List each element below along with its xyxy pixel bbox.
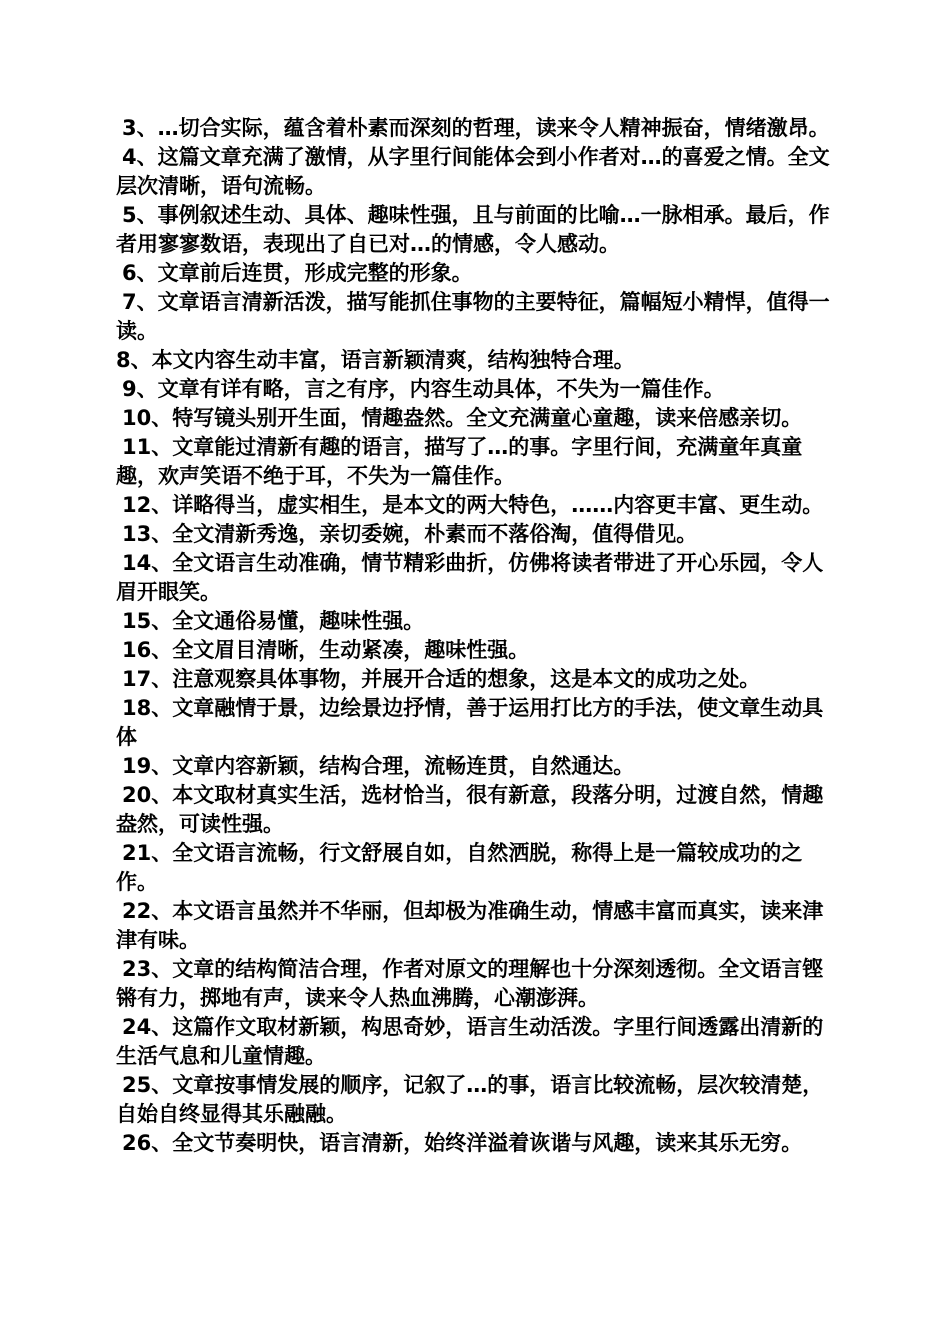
- paragraph-22: 22、本文语言虽然并不华丽，但却极为准确生动，情感丰富而真实，读来津津有味。: [116, 899, 824, 952]
- document-page: [116, 114, 836, 1158]
- paragraph-9: 9、文章有详有略，言之有序，内容生动具体，不失为一篇佳作。: [122, 377, 725, 401]
- paragraph-6: 6、文章前后连贯，形成完整的形象。: [122, 261, 473, 285]
- paragraph-3: 3、…切合实际，蕴含着朴素而深刻的哲理，读来令人精神振奋，情绪激昂。: [122, 116, 830, 140]
- paragraph-18: 18、文章融情于景，边绘景边抒情，善于运用打比方的手法，使文章生动具体: [116, 696, 824, 749]
- paragraph-14: 14、全文语言生动准确，情节精彩曲折，仿佛将读者带进了开心乐园，令人眉开眼笑。: [116, 551, 824, 604]
- paragraph-13: 13、全文清新秀逸，亲切委婉，朴素而不落俗淘，值得借见。: [122, 522, 698, 546]
- paragraph-23: 23、文章的结构简洁合理，作者对原文的理解也十分深刻透彻。全文语言铿锵有力，掷地有声，读来令人热血沸腾，心潮澎湃。: [116, 957, 824, 1010]
- paragraph-26: 26、全文节奏明快，语言清新，始终洋溢着诙谐与风趣，读来其乐无穷。: [122, 1131, 803, 1155]
- paragraph-8: 8、本文内容生动丰富，语言新颖清爽，结构独特合理。: [116, 348, 635, 372]
- paragraph-11: 11、文章能过清新有趣的语言，描写了…的事。字里行间，充满童年真童趣，欢声笑语不绝于耳，不失为一篇佳作。: [116, 435, 803, 488]
- paragraph-20: 20、本文取材真实生活，选材恰当，很有新意，段落分明，过渡自然，情趣盎然，可读性强。: [116, 783, 824, 836]
- paragraph-10: 10、特写镜头别开生面，情趣盎然。全文充满童心童趣，读来倍感亲切。: [122, 406, 803, 430]
- paragraph-16: 16、全文眉目清晰，生动紧凑，趣味性强。: [122, 638, 530, 662]
- paragraph-7: 7、文章语言清新活泼，描写能抓住事物的主要特征，篇幅短小精悍，值得一读。: [116, 290, 830, 343]
- paragraph-5: 5、事例叙述生动、具体、趣味性强，且与前面的比喻…一脉相承。最后，作者用寥寥数语，表现出了自已对…的情感，令人感动。: [116, 203, 830, 256]
- paragraph-12: 12、详略得当，虚实相生，是本文的两大特色，……内容更丰富、更生动。: [122, 493, 824, 517]
- paragraph-17: 17、注意观察具体事物，并展开合适的想象，这是本文的成功之处。: [122, 667, 761, 691]
- paragraph-4: 4、这篇文章充满了激情，从字里行间能体会到小作者对…的喜爱之情。全文层次清晰，语句流畅。: [116, 145, 830, 198]
- paragraph-25: 25、文章按事情发展的顺序，记叙了…的事，语言比较流畅，层次较清楚，自始自终显得其乐融融。: [116, 1073, 824, 1126]
- paragraph-21: 21、全文语言流畅，行文舒展自如，自然洒脱，称得上是一篇较成功的之作。: [116, 841, 803, 894]
- paragraph-24: 24、这篇作文取材新颖，构思奇妙，语言生动活泼。字里行间透露出清新的生活气息和儿童情趣。: [116, 1015, 824, 1068]
- paragraph-19: 19、文章内容新颖，结构合理，流畅连贯，自然通达。: [122, 754, 635, 778]
- paragraph-15: 15、全文通俗易懂，趣味性强。: [122, 609, 425, 633]
